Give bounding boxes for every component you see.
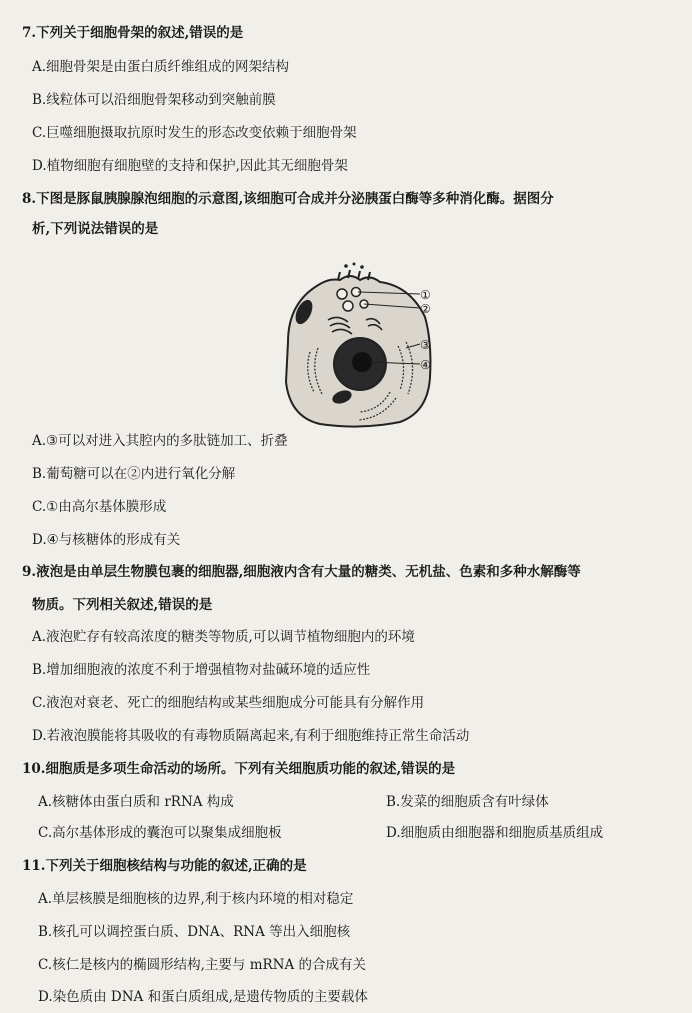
q7-option-a: A.细胞骨架是由蛋白质纤维组成的网架结构	[32, 59, 290, 75]
q8-option-a: A.③可以对进入其腔内的多肽链加工、折叠	[32, 433, 288, 449]
q8-stem-line2: 析,下列说法错误的是	[32, 221, 159, 237]
q11-option-a: A.单层核膜是细胞核的边界,利于核内环境的相对稳定	[38, 891, 354, 907]
q7-stem: 7.下列关于细胞骨架的叙述,错误的是	[22, 25, 244, 41]
q10-stem: 10.细胞质是多项生命活动的场所。下列有关细胞质功能的叙述,错误的是	[22, 761, 456, 777]
cell-diagram	[270, 262, 470, 432]
q8-option-b: B.葡萄糖可以在②内进行氧化分解	[32, 466, 236, 482]
pancreatic-acinar-cell-figure	[270, 262, 470, 432]
q8-option-d: D.④与核糖体的形成有关	[32, 532, 181, 548]
q7-option-d: D.植物细胞有细胞壁的支持和保护,因此其无细胞骨架	[32, 158, 348, 174]
q9-option-d: D.若液泡膜能将其吸收的有毒物质隔离起来,有利于细胞维持正常生命活动	[32, 728, 470, 744]
q9-option-b: B.增加细胞液的浓度不利于增强植物对盐碱环境的适应性	[32, 662, 371, 678]
q10-option-b: B.发菜的细胞质含有叶绿体	[386, 794, 549, 810]
figure-label-3: ③	[420, 338, 431, 352]
figure-label-2: ②	[420, 302, 431, 316]
secretion-granule	[360, 265, 364, 269]
q7-option-c: C.巨噬细胞摄取抗原时发生的形态改变依赖于细胞骨架	[32, 125, 357, 141]
nucleolus	[352, 352, 372, 372]
q10-option-a: A.核糖体由蛋白质和 rRNA 构成	[38, 794, 234, 810]
q7-option-b: B.线粒体可以沿细胞骨架移动到突触前膜	[32, 92, 276, 108]
vesicle	[337, 289, 347, 299]
q9-stem-line2: 物质。下列相关叙述,错误的是	[32, 597, 213, 613]
q10-option-d: D.细胞质由细胞器和细胞质基质组成	[386, 825, 604, 841]
figure-label-1: ①	[420, 288, 431, 302]
q8-option-c: C.①由高尔基体膜形成	[32, 499, 167, 515]
secretion-granule	[353, 263, 356, 266]
q9-option-a: A.液泡贮存有较高浓度的糖类等物质,可以调节植物细胞内的环境	[32, 629, 415, 645]
q11-option-b: B.核孔可以调控蛋白质、DNA、RNA 等出入细胞核	[38, 924, 351, 940]
figure-label-4: ④	[420, 358, 431, 372]
vesicle	[343, 301, 353, 311]
q11-option-d: D.染色质由 DNA 和蛋白质组成,是遗传物质的主要载体	[38, 989, 368, 1005]
q11-stem: 11.下列关于细胞核结构与功能的叙述,正确的是	[22, 858, 307, 874]
q9-stem-line1: 9.液泡是由单层生物膜包裹的细胞器,细胞液内含有大量的糖类、无机盐、色素和多种水解酶等	[22, 564, 581, 580]
secretion-granule	[344, 264, 348, 268]
q9-option-c: C.液泡对衰老、死亡的细胞结构或某些细胞成分可能具有分解作用	[32, 695, 425, 711]
q11-option-c: C.核仁是核内的椭圆形结构,主要与 mRNA 的合成有关	[38, 957, 367, 973]
q8-stem-line1: 8.下图是豚鼠胰腺腺泡细胞的示意图,该细胞可合成并分泌胰蛋白酶等多种消化酶。据图分	[22, 191, 554, 207]
q10-option-c: C.高尔基体形成的囊泡可以聚集成细胞板	[38, 825, 282, 841]
